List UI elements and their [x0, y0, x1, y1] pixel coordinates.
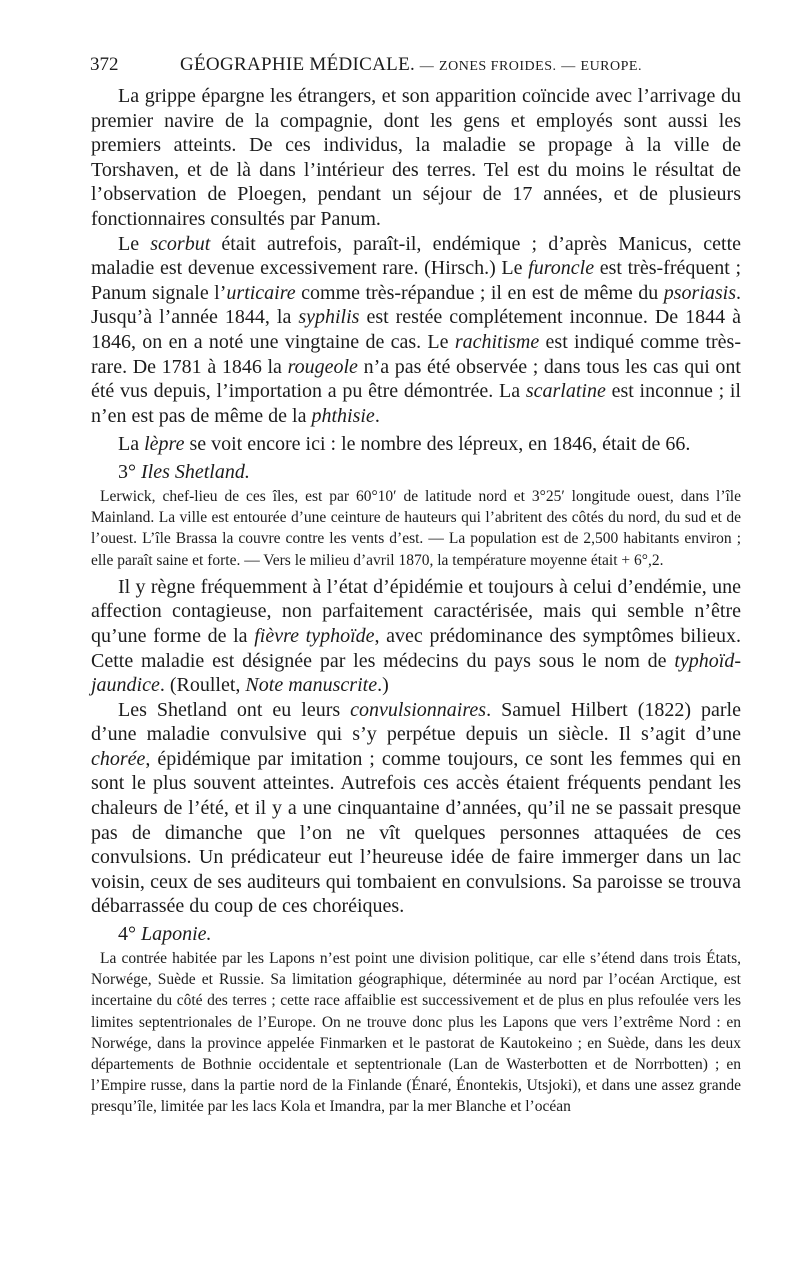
text-run: est indiqué comme très-rare. De 1781 à 1846 la	[91, 330, 741, 378]
text-run: . Jusqu’à l’année 1844, la	[91, 281, 741, 329]
italic-term: fièvre typhoïde	[254, 624, 375, 647]
italic-term: furoncle	[528, 257, 595, 280]
italic-term: scorbut	[150, 232, 211, 255]
text-run: .	[374, 404, 380, 427]
section-heading-laponie	[91, 921, 741, 947]
paragraph-convulsionnaires	[91, 698, 741, 919]
italic-term: phthisie	[311, 404, 375, 427]
text-run: est inconnue ; il n’en est pas de même de la	[91, 380, 741, 427]
header-title: GÉOGRAPHIE MÉDICALE.	[180, 54, 416, 75]
text-run: comme très-répandue ; il en est de même du	[295, 281, 664, 304]
section-heading-shetland	[91, 459, 741, 485]
text-run: Le	[118, 232, 151, 255]
header-section: ZONES FROIDES.	[439, 59, 557, 74]
text-run: n’a pas été observée ; dans tous les cas qui ont été vus depuis, l’importation a pu être démontrée. La	[91, 355, 741, 403]
italic-term: rougeole	[287, 355, 358, 378]
heading-text: Laponie.	[136, 923, 212, 946]
italic-term: Note manuscrite	[245, 674, 378, 697]
note-laponie: La contrée habitée par les Lapons n’est point une division politique, car elle s’étend dans trois États, Norwége, Suède et Russie. Sa limitation géographique, déterminée au nord par l’océan Arctique, est incertaine du côté des terres ; cette race affaiblie est successivement et de plus en plus refoulée vers les limites septentrionales de l’Europe. On ne trouve donc plus les Lapons que vers l’extrême Nord : en Norwége, dans la province appelée Finmarken et le pastorat de Kautokeino ; en Suède, dans les deux départements de Bothnie occidentale et septentrionale (Lan de Wasterbotten et de Norrbotten) ; en l’Empire russe, dans la partie nord de la Finlande (Énaré, Énontekis, Utsjoki), et dans une assez grande presqu’île, limitée par les lacs Kola et Imandra, par la mer Blanche et l’océan	[91, 950, 741, 1116]
paragraph-grippe: La grippe épargne les étrangers, et son apparition coïncide avec l’arrivage du premier navire de la compagnie, dont les gens et employés sont aussi les premiers atteints. De ces individus, la maladie se propage à la ville de Torshaven, et de là dans l’intérieur des terres. Tel est du moins le résultat de l’observation de Ploegen, pendant un séjour de 17 années, et de plusieurs fonctionnaires consultés par Panum.	[91, 85, 741, 230]
running-header	[90, 54, 740, 76]
text-run: . Samuel Hilbert (1822) parle d’une maladie convulsive qui s’y perpétue depuis un siècle. Il s’agit d’une	[91, 698, 741, 746]
paragraph-scorbut	[91, 232, 741, 429]
italic-term: typhoïd-jaundice	[91, 649, 741, 697]
text-run: , avec prédominance des symptômes bilieux. Cette maladie est désignée par les médecins du pays sous le nom de	[91, 624, 741, 672]
page-number: 372	[90, 54, 119, 75]
italic-term: syphilis	[298, 306, 360, 329]
italic-term: psoriasis	[663, 281, 736, 304]
text-run: est très-fréquent ; Panum signale l’	[91, 257, 741, 304]
italic-term: chorée	[91, 747, 146, 770]
text-run: est restée complétement inconnue. De 1844 à 1846, on en a noté une vingtaine de cas. Le	[91, 306, 741, 353]
italic-term: urticaire	[226, 281, 296, 304]
heading-number: 4°	[118, 923, 136, 946]
italic-term: convulsionnaires	[350, 698, 487, 721]
body-text	[91, 84, 741, 1118]
paragraph-lepre	[91, 432, 741, 457]
heading-number: 3°	[118, 460, 136, 483]
header-separator-2: —	[561, 59, 576, 74]
note-lerwick: Lerwick, chef-lieu de ces îles, est par 60°10′ de latitude nord et 3°25′ longitude ouest, dans l’île Mainland. La ville est entourée d’une ceinture de hauteurs qui l’abritent des côtés du nord, du sud et de l’ouest. L’île Brassa la couvre contre les vents d’est. — La population est de 2,500 habitants environ ; elle paraît saine et forte. — Vers le milieu d’avril 1870, la température moyenne était + 6°,2.	[91, 487, 741, 569]
italic-term: rachitisme	[454, 330, 540, 353]
italic-term: lèpre	[144, 433, 185, 456]
header-subsection: EUROPE.	[580, 59, 642, 74]
text-run: se voit encore ici : le nombre des lépreux, en 1846, était de 66.	[184, 433, 691, 456]
header-separator-1: —	[419, 59, 435, 74]
paragraph-typhoid	[91, 575, 741, 698]
text-run: La	[118, 433, 145, 456]
italic-term: scarlatine	[525, 380, 606, 403]
text-run: Les Shetland ont eu leurs	[118, 698, 351, 721]
text-run: Il y règne fréquemment à l’état d’épidémie et toujours à celui d’endémie, une affection contagieuse, non parfaitement caractérisée, mais qui semble n’être qu’une forme de la	[91, 575, 741, 647]
text-run: .)	[377, 674, 389, 697]
text-run: , épidémique par imitation ; comme toujours, ce sont les femmes qui en sont le plus souvent atteintes. Autrefois ces accès étaient fréquents pendant les chaleurs de l’été, et il y a une cinquantaine d’années, qu’il ne se passait presque pas de dimanche que l’on ne vît quelques personnes attaquées de ces convulsions. Un prédicateur eut l’heureuse idée de faire immerger dans un lac voisin, ceux de ses auditeurs qui tombaient en convulsions. Sa paroisse se trouva débarrassée du coup de ces choréiques.	[91, 747, 741, 918]
heading-text: Iles Shetland.	[136, 460, 250, 483]
text-run: . (Roullet,	[159, 674, 246, 697]
text-run: était autrefois, paraît-il, endémique ; d’après Manicus, cette maladie est devenue excessivement rare. (Hirsch.) Le	[91, 232, 742, 280]
